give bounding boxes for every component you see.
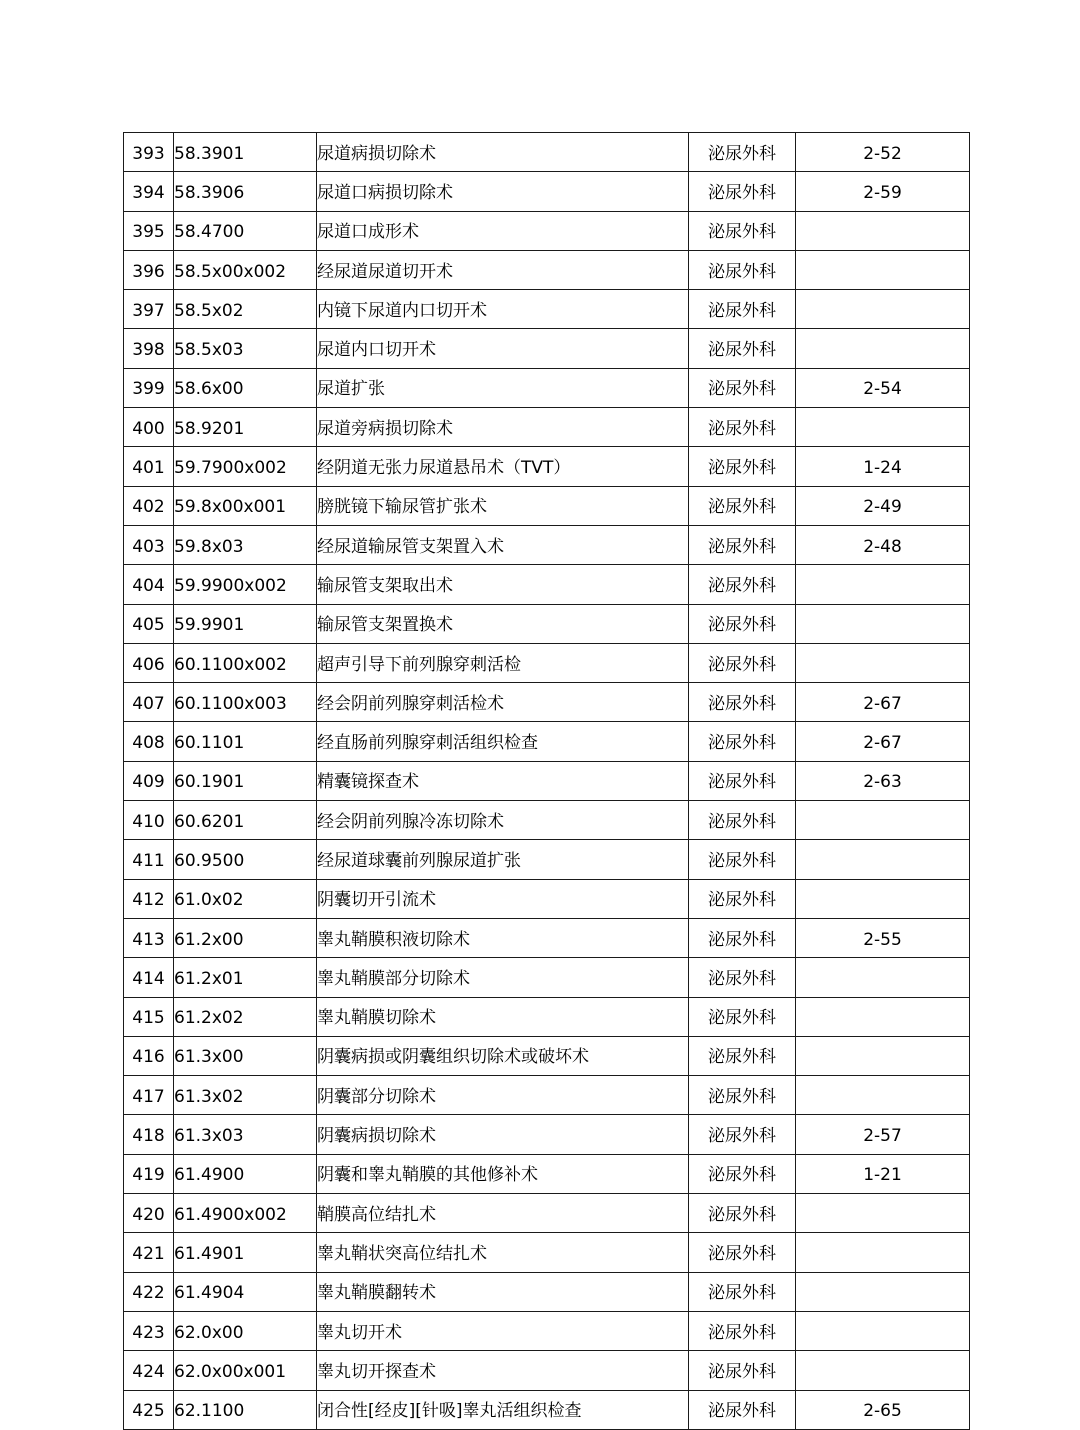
- table-row: [124, 329, 970, 368]
- cell-reference: 2-67: [796, 722, 970, 761]
- cell-procedure-code: 58.6x00: [174, 368, 317, 407]
- cell-department: 泌尿外科: [689, 879, 796, 918]
- cell-reference: [796, 211, 970, 250]
- cell-department: 泌尿外科: [689, 1233, 796, 1272]
- cell-row-number: 421: [124, 1233, 174, 1272]
- cell-department: 泌尿外科: [689, 997, 796, 1036]
- cell-department: 泌尿外科: [689, 211, 796, 250]
- cell-row-number: 403: [124, 525, 174, 564]
- table-row: [124, 643, 970, 682]
- cell-procedure-name: 超声引导下前列腺穿刺活检: [317, 643, 689, 682]
- cell-row-number: 401: [124, 447, 174, 486]
- table-row: [124, 604, 970, 643]
- cell-row-number: 424: [124, 1351, 174, 1390]
- cell-procedure-name: 阴囊和睾丸鞘膜的其他修补术: [317, 1154, 689, 1193]
- table-row: [124, 997, 970, 1036]
- cell-department: 泌尿外科: [689, 447, 796, 486]
- cell-reference: [796, 879, 970, 918]
- cell-department: 泌尿外科: [689, 1194, 796, 1233]
- table-row: [124, 133, 970, 172]
- table-row: [124, 1194, 970, 1233]
- table-row: [124, 565, 970, 604]
- cell-reference: 2-48: [796, 525, 970, 564]
- cell-department: 泌尿外科: [689, 1154, 796, 1193]
- cell-reference: [796, 604, 970, 643]
- cell-reference: [796, 1076, 970, 1115]
- table-row: [124, 761, 970, 800]
- cell-procedure-name: 尿道内口切开术: [317, 329, 689, 368]
- cell-reference: 2-54: [796, 368, 970, 407]
- cell-department: 泌尿外科: [689, 565, 796, 604]
- table-row: [124, 368, 970, 407]
- cell-department: 泌尿外科: [689, 683, 796, 722]
- cell-department: 泌尿外科: [689, 368, 796, 407]
- cell-department: 泌尿外科: [689, 958, 796, 997]
- cell-procedure-code: 59.8x03: [174, 525, 317, 564]
- cell-procedure-code: 58.5x02: [174, 290, 317, 329]
- table-row: [124, 1233, 970, 1272]
- cell-procedure-name: 经尿道球囊前列腺尿道扩张: [317, 840, 689, 879]
- cell-reference: 2-49: [796, 486, 970, 525]
- cell-department: 泌尿外科: [689, 408, 796, 447]
- cell-procedure-name: 膀胱镜下输尿管扩张术: [317, 486, 689, 525]
- cell-procedure-name: 内镜下尿道内口切开术: [317, 290, 689, 329]
- cell-procedure-code: 61.4900x002: [174, 1194, 317, 1233]
- cell-reference: [796, 643, 970, 682]
- cell-procedure-name: 经尿道输尿管支架置入术: [317, 525, 689, 564]
- cell-reference: [796, 565, 970, 604]
- table-row: [124, 1076, 970, 1115]
- cell-procedure-name: 阴囊病损或阴囊组织切除术或破坏术: [317, 1036, 689, 1075]
- table-row: [124, 447, 970, 486]
- cell-row-number: 419: [124, 1154, 174, 1193]
- cell-department: 泌尿外科: [689, 172, 796, 211]
- table-row: [124, 525, 970, 564]
- cell-row-number: 425: [124, 1390, 174, 1429]
- cell-row-number: 406: [124, 643, 174, 682]
- cell-department: 泌尿外科: [689, 801, 796, 840]
- cell-procedure-code: 58.5x00x002: [174, 250, 317, 289]
- table-row: [124, 211, 970, 250]
- cell-row-number: 415: [124, 997, 174, 1036]
- cell-reference: [796, 1194, 970, 1233]
- cell-reference: [796, 997, 970, 1036]
- table-row: [124, 683, 970, 722]
- cell-row-number: 411: [124, 840, 174, 879]
- cell-procedure-name: 睾丸鞘膜翻转术: [317, 1272, 689, 1311]
- cell-row-number: 410: [124, 801, 174, 840]
- cell-procedure-name: 输尿管支架置换术: [317, 604, 689, 643]
- cell-reference: [796, 840, 970, 879]
- cell-reference: [796, 1351, 970, 1390]
- cell-procedure-name: 尿道口病损切除术: [317, 172, 689, 211]
- cell-reference: [796, 958, 970, 997]
- table-row: [124, 1390, 970, 1429]
- cell-row-number: 402: [124, 486, 174, 525]
- cell-reference: [796, 1311, 970, 1350]
- cell-department: 泌尿外科: [689, 761, 796, 800]
- cell-procedure-code: 60.1100x002: [174, 643, 317, 682]
- cell-row-number: 418: [124, 1115, 174, 1154]
- cell-procedure-code: 58.3901: [174, 133, 317, 172]
- cell-reference: 2-57: [796, 1115, 970, 1154]
- cell-procedure-code: 58.3906: [174, 172, 317, 211]
- cell-procedure-code: 59.9901: [174, 604, 317, 643]
- cell-department: 泌尿外科: [689, 918, 796, 957]
- cell-reference: [796, 408, 970, 447]
- cell-procedure-name: 尿道扩张: [317, 368, 689, 407]
- cell-procedure-code: 60.1901: [174, 761, 317, 800]
- table-row: [124, 250, 970, 289]
- cell-procedure-name: 尿道旁病损切除术: [317, 408, 689, 447]
- cell-row-number: 404: [124, 565, 174, 604]
- table-row: [124, 486, 970, 525]
- cell-department: 泌尿外科: [689, 1351, 796, 1390]
- cell-procedure-code: 61.3x02: [174, 1076, 317, 1115]
- cell-reference: [796, 290, 970, 329]
- cell-procedure-code: 61.2x01: [174, 958, 317, 997]
- cell-procedure-code: 60.1101: [174, 722, 317, 761]
- table-row: [124, 408, 970, 447]
- table-row: [124, 1036, 970, 1075]
- cell-row-number: 420: [124, 1194, 174, 1233]
- cell-procedure-code: 60.1100x003: [174, 683, 317, 722]
- cell-department: 泌尿外科: [689, 329, 796, 368]
- table-row: [124, 290, 970, 329]
- cell-procedure-name: 经直肠前列腺穿刺活组织检查: [317, 722, 689, 761]
- table-row: [124, 1154, 970, 1193]
- cell-row-number: 417: [124, 1076, 174, 1115]
- cell-row-number: 423: [124, 1311, 174, 1350]
- cell-row-number: 394: [124, 172, 174, 211]
- cell-procedure-name: 阴囊切开引流术: [317, 879, 689, 918]
- cell-reference: 1-24: [796, 447, 970, 486]
- cell-department: 泌尿外科: [689, 1390, 796, 1429]
- cell-reference: 2-67: [796, 683, 970, 722]
- cell-department: 泌尿外科: [689, 722, 796, 761]
- cell-procedure-name: 阴囊部分切除术: [317, 1076, 689, 1115]
- cell-procedure-code: 60.6201: [174, 801, 317, 840]
- cell-procedure-name: 睾丸切开术: [317, 1311, 689, 1350]
- cell-procedure-name: 睾丸鞘状突高位结扎术: [317, 1233, 689, 1272]
- cell-procedure-name: 尿道病损切除术: [317, 133, 689, 172]
- table-row: [124, 801, 970, 840]
- cell-procedure-code: 61.0x02: [174, 879, 317, 918]
- cell-reference: 2-65: [796, 1390, 970, 1429]
- table-row: [124, 1351, 970, 1390]
- cell-procedure-name: 睾丸鞘膜切除术: [317, 997, 689, 1036]
- cell-department: 泌尿外科: [689, 1272, 796, 1311]
- cell-row-number: 412: [124, 879, 174, 918]
- cell-procedure-code: 61.2x02: [174, 997, 317, 1036]
- table-row: [124, 1311, 970, 1350]
- table-row: [124, 1115, 970, 1154]
- cell-row-number: 405: [124, 604, 174, 643]
- cell-reference: 2-59: [796, 172, 970, 211]
- cell-row-number: 416: [124, 1036, 174, 1075]
- cell-procedure-code: 62.0x00x001: [174, 1351, 317, 1390]
- cell-row-number: 400: [124, 408, 174, 447]
- cell-row-number: 399: [124, 368, 174, 407]
- table-row: [124, 1272, 970, 1311]
- table-row: [124, 918, 970, 957]
- cell-row-number: 396: [124, 250, 174, 289]
- cell-procedure-code: 59.7900x002: [174, 447, 317, 486]
- cell-department: 泌尿外科: [689, 1076, 796, 1115]
- cell-row-number: 398: [124, 329, 174, 368]
- cell-procedure-name: 闭合性[经皮][针吸]睾丸活组织检查: [317, 1390, 689, 1429]
- cell-procedure-code: 58.5x03: [174, 329, 317, 368]
- cell-reference: [796, 1233, 970, 1272]
- cell-department: 泌尿外科: [689, 1036, 796, 1075]
- cell-procedure-name: 睾丸鞘膜积液切除术: [317, 918, 689, 957]
- cell-reference: 2-63: [796, 761, 970, 800]
- cell-reference: [796, 250, 970, 289]
- cell-reference: 2-52: [796, 133, 970, 172]
- cell-procedure-name: 经会阴前列腺穿刺活检术: [317, 683, 689, 722]
- cell-procedure-name: 输尿管支架取出术: [317, 565, 689, 604]
- cell-department: 泌尿外科: [689, 1311, 796, 1350]
- cell-procedure-name: 睾丸鞘膜部分切除术: [317, 958, 689, 997]
- cell-procedure-code: 59.8x00x001: [174, 486, 317, 525]
- cell-row-number: 393: [124, 133, 174, 172]
- cell-row-number: 422: [124, 1272, 174, 1311]
- cell-row-number: 407: [124, 683, 174, 722]
- table-row: [124, 840, 970, 879]
- cell-procedure-code: 62.0x00: [174, 1311, 317, 1350]
- cell-procedure-code: 61.2x00: [174, 918, 317, 957]
- cell-procedure-code: 61.4901: [174, 1233, 317, 1272]
- cell-procedure-code: 61.4904: [174, 1272, 317, 1311]
- cell-procedure-code: 60.9500: [174, 840, 317, 879]
- table-row: [124, 172, 970, 211]
- cell-department: 泌尿外科: [689, 486, 796, 525]
- table-body: [124, 133, 970, 1430]
- cell-reference: [796, 1272, 970, 1311]
- cell-row-number: 408: [124, 722, 174, 761]
- procedure-table: [123, 132, 970, 1430]
- cell-department: 泌尿外科: [689, 604, 796, 643]
- table-row: [124, 879, 970, 918]
- cell-procedure-name: 经会阴前列腺冷冻切除术: [317, 801, 689, 840]
- cell-procedure-name: 鞘膜高位结扎术: [317, 1194, 689, 1233]
- cell-row-number: 413: [124, 918, 174, 957]
- cell-row-number: 414: [124, 958, 174, 997]
- cell-reference: 1-21: [796, 1154, 970, 1193]
- cell-row-number: 409: [124, 761, 174, 800]
- cell-procedure-code: 58.4700: [174, 211, 317, 250]
- cell-procedure-code: 62.1100: [174, 1390, 317, 1429]
- cell-department: 泌尿外科: [689, 525, 796, 564]
- cell-reference: [796, 1036, 970, 1075]
- cell-procedure-name: 经尿道尿道切开术: [317, 250, 689, 289]
- cell-reference: [796, 801, 970, 840]
- cell-procedure-code: 58.9201: [174, 408, 317, 447]
- cell-procedure-name: 阴囊病损切除术: [317, 1115, 689, 1154]
- cell-department: 泌尿外科: [689, 840, 796, 879]
- cell-procedure-code: 61.4900: [174, 1154, 317, 1193]
- cell-procedure-name: 尿道口成形术: [317, 211, 689, 250]
- table-row: [124, 958, 970, 997]
- cell-department: 泌尿外科: [689, 290, 796, 329]
- cell-department: 泌尿外科: [689, 133, 796, 172]
- cell-reference: 2-55: [796, 918, 970, 957]
- cell-procedure-code: 61.3x03: [174, 1115, 317, 1154]
- table-row: [124, 722, 970, 761]
- cell-procedure-name: 经阴道无张力尿道悬吊术（TVT）: [317, 447, 689, 486]
- cell-row-number: 395: [124, 211, 174, 250]
- cell-department: 泌尿外科: [689, 643, 796, 682]
- cell-row-number: 397: [124, 290, 174, 329]
- cell-procedure-name: 精囊镜探查术: [317, 761, 689, 800]
- cell-procedure-name: 睾丸切开探查术: [317, 1351, 689, 1390]
- cell-procedure-code: 61.3x00: [174, 1036, 317, 1075]
- cell-reference: [796, 329, 970, 368]
- cell-department: 泌尿外科: [689, 250, 796, 289]
- cell-department: 泌尿外科: [689, 1115, 796, 1154]
- cell-procedure-code: 59.9900x002: [174, 565, 317, 604]
